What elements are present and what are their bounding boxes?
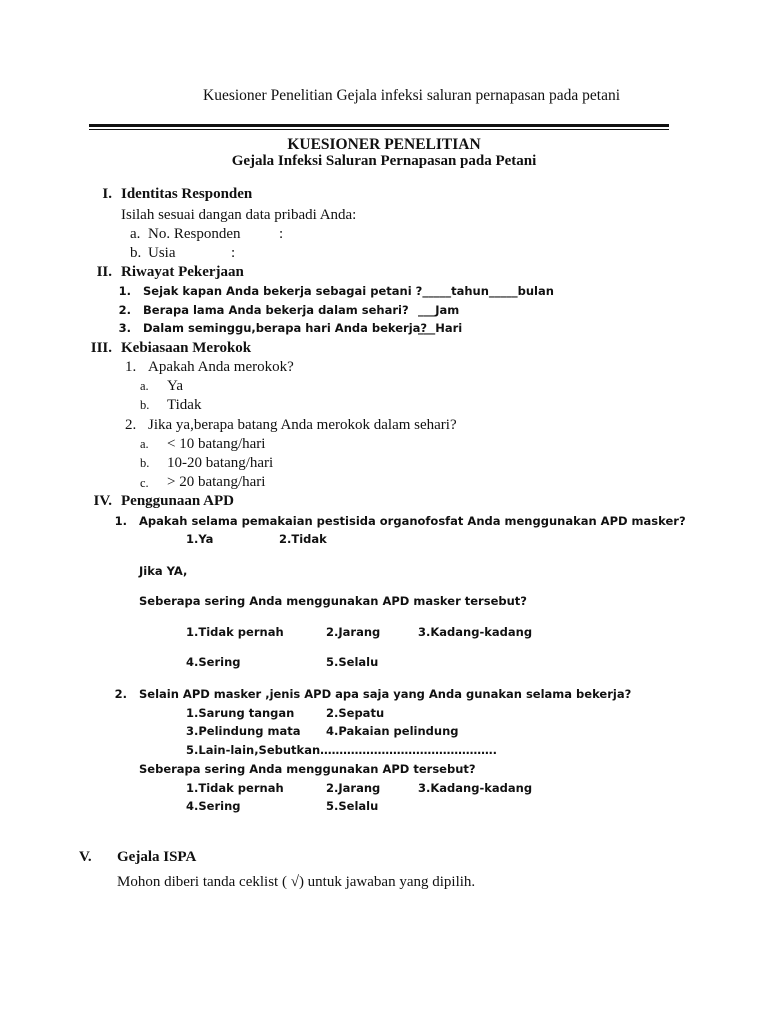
- item-no-responden-colon: :: [279, 226, 284, 242]
- option-text: 1.Sarung tangan: [186, 706, 295, 720]
- option-text: 2.Jarang: [326, 781, 381, 795]
- section-5-title: Gejala ISPA: [117, 849, 197, 865]
- header-rule-thin: [89, 129, 669, 130]
- frequency-question: Seberapa sering Anda menggunakan APD masker tersebut?: [139, 594, 527, 608]
- option-text: Ya: [167, 378, 183, 394]
- option-text: Tidak: [167, 397, 202, 413]
- question-number: 1.: [114, 514, 127, 528]
- option-letter: a.: [140, 379, 149, 393]
- option-text: 4.Sering: [186, 655, 241, 669]
- section-1-intro: Isilah sesuai dangan data pribadi Anda:: [121, 207, 357, 223]
- option-text: > 20 batang/hari: [167, 474, 266, 490]
- option-text: 4.Sering: [186, 799, 241, 813]
- question-number: 1.: [125, 359, 137, 375]
- section-4-title: Penggunaan APD: [121, 493, 234, 509]
- conditional-label: Jika YA,: [139, 564, 188, 578]
- section-3-title: Kebiasaan Merokok: [121, 340, 252, 356]
- question-text: Dalam seminggu,berapa hari Anda bekerja?: [143, 321, 428, 335]
- option-ya: 1.Ya: [186, 532, 214, 546]
- option-text: 5.Selalu: [326, 799, 379, 813]
- item-usia-colon: :: [231, 245, 236, 261]
- document-subtitle: Gejala Infeksi Saluran Pernapasan pada Petani: [231, 153, 537, 169]
- question-text: Berapa lama Anda bekerja dalam sehari?: [143, 303, 409, 317]
- frequency-question: Seberapa sering Anda menggunakan APD tersebut?: [139, 762, 476, 776]
- option-text: 5.Lain-lain,Sebutkan……………………………………….: [186, 743, 498, 757]
- option-text: 3.Pelindung mata: [186, 724, 301, 738]
- option-text: 4.Pakaian pelindung: [326, 724, 459, 738]
- section-1-title: Identitas Responden: [121, 186, 253, 202]
- option-text: 1.Tidak pernah: [186, 781, 284, 795]
- question-text: Apakah selama pemakaian pestisida organofosfat Anda menggunakan APD masker?: [139, 514, 686, 528]
- question-number: 2.: [125, 417, 137, 433]
- item-no-responden-label: No. Responden: [148, 226, 241, 242]
- running-head: Kuesioner Penelitian Gejala infeksi saluran pernapasan pada petani: [203, 87, 621, 104]
- question-number: 1.: [118, 284, 131, 298]
- question-number: 2.: [114, 687, 127, 701]
- option-text: 10-20 batang/hari: [167, 455, 274, 471]
- answer-blank: ___Hari: [418, 321, 463, 335]
- question-number: 3.: [118, 321, 131, 335]
- section-3-number: III.: [90, 340, 112, 356]
- header-rule-thick: [89, 124, 669, 127]
- document-title: KUESIONER PENELITIAN: [287, 136, 481, 153]
- question-text: Sejak kapan Anda bekerja sebagai petani ?_____tahun_____bulan: [143, 284, 554, 298]
- item-a-letter: a.: [130, 226, 141, 242]
- option-letter: b.: [140, 398, 150, 412]
- answer-blank: ___Jam: [418, 303, 460, 317]
- option-text: 3.Kadang-kadang: [418, 781, 533, 795]
- question-text: Apakah Anda merokok?: [148, 359, 294, 375]
- question-text: Jika ya,berapa batang Anda merokok dalam sehari?: [148, 417, 457, 433]
- item-usia-label: Usia: [148, 245, 176, 261]
- section-2-title: Riwayat Pekerjaan: [121, 264, 244, 280]
- section-5-number: V.: [79, 849, 92, 865]
- option-text: < 10 batang/hari: [167, 436, 266, 452]
- section-2-number: II.: [96, 264, 112, 280]
- section-4-number: IV.: [93, 493, 112, 509]
- option-tidak: 2.Tidak: [279, 532, 327, 546]
- question-text: Selain APD masker ,jenis APD apa saja yang Anda gunakan selama bekerja?: [139, 687, 632, 701]
- option-letter: a.: [140, 437, 149, 451]
- option-text: 2.Jarang: [326, 625, 381, 639]
- option-text: 2.Sepatu: [326, 706, 385, 720]
- option-text: 3.Kadang-kadang: [418, 625, 533, 639]
- option-letter: c.: [140, 476, 149, 490]
- option-letter: b.: [140, 456, 150, 470]
- section-1-number: I.: [102, 186, 112, 202]
- section-5-instruction: Mohon diberi tanda ceklist ( √) untuk jawaban yang dipilih.: [117, 874, 476, 890]
- question-number: 2.: [118, 303, 131, 317]
- option-text: 5.Selalu: [326, 655, 379, 669]
- item-b-letter: b.: [130, 245, 142, 261]
- option-text: 1.Tidak pernah: [186, 625, 284, 639]
